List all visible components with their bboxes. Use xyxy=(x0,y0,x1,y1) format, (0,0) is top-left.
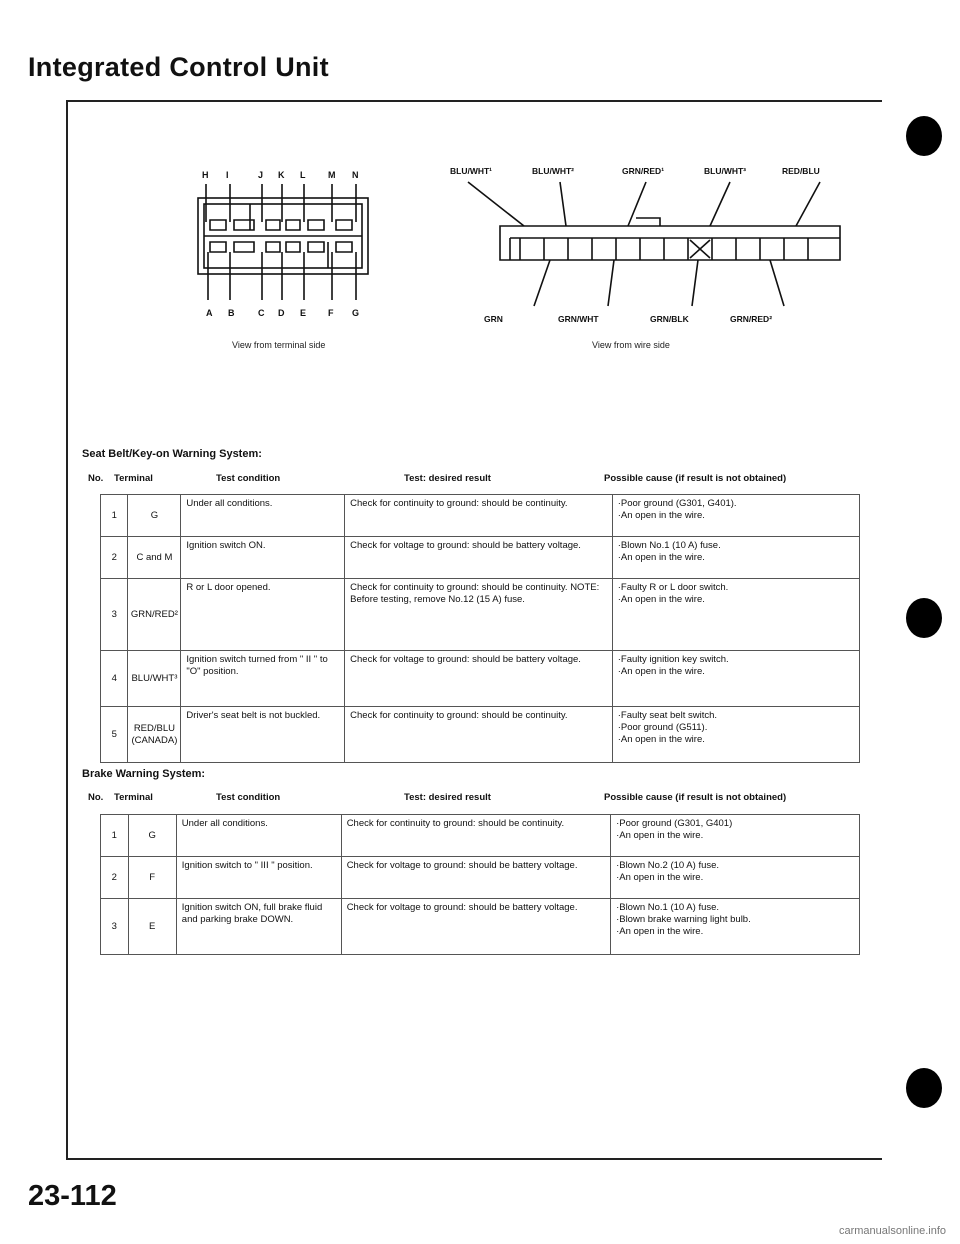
seat-belt-section-title: Seat Belt/Key-on Warning System: xyxy=(82,448,262,460)
pin-label: B xyxy=(228,308,235,318)
row-condition: Under all conditions. xyxy=(181,495,345,537)
cause-item: · An open in the wire. xyxy=(616,872,854,884)
row-condition: Ignition switch ON. xyxy=(181,537,345,579)
wire-side-caption: View from wire side xyxy=(592,340,670,350)
row-terminal: G xyxy=(128,815,176,857)
col-header-terminal: Terminal xyxy=(114,792,153,803)
row-causes xyxy=(612,495,859,537)
cause-item: · An open in the wire. xyxy=(618,666,854,678)
row-causes xyxy=(611,857,860,899)
wire-label: GRN/WHT xyxy=(558,314,599,324)
col-header-cause: Possible cause (if result is not obtained) xyxy=(604,792,787,803)
pin-label: I xyxy=(226,170,229,180)
binder-hole-mark xyxy=(906,1068,942,1108)
wire-label: GRN xyxy=(484,314,503,324)
row-result: Check for continuity to ground: should be continuity. xyxy=(345,495,613,537)
wire-label: BLU/WHT³ xyxy=(704,166,747,176)
wire-label: GRN/RED¹ xyxy=(622,166,665,176)
row-result: Check for continuity to ground: should be continuity. xyxy=(341,815,610,857)
row-result: Check for voltage to ground: should be battery voltage. xyxy=(341,899,610,955)
row-no: 2 xyxy=(101,537,128,579)
terminal-side-caption: View from terminal side xyxy=(232,340,326,350)
row-terminal: F xyxy=(128,857,176,899)
row-no: 1 xyxy=(101,495,128,537)
pin-label: D xyxy=(278,308,285,318)
wire-label: BLU/WHT¹ xyxy=(450,166,493,176)
wire-label: RED/BLU xyxy=(782,166,820,176)
col-header-condition: Test condition xyxy=(216,792,281,803)
row-no: 2 xyxy=(101,857,129,899)
row-result: Check for voltage to ground: should be battery voltage. xyxy=(341,857,610,899)
col-header-no: No. xyxy=(88,792,104,803)
row-no: 5 xyxy=(101,707,128,763)
wire-label: BLU/WHT² xyxy=(532,166,575,176)
table-row xyxy=(101,815,860,857)
table-row xyxy=(101,537,860,579)
pin-label: E xyxy=(300,308,307,318)
row-terminal: BLU/WHT³ xyxy=(128,651,181,707)
pin-label: K xyxy=(278,170,285,180)
row-result: Check for voltage to ground: should be battery voltage. xyxy=(345,537,613,579)
row-terminal: G xyxy=(128,495,181,537)
col-header-condition: Test condition xyxy=(216,473,281,484)
row-causes xyxy=(612,579,859,651)
row-causes xyxy=(612,707,859,763)
table-row xyxy=(101,651,860,707)
row-no: 3 xyxy=(101,899,129,955)
pin-label: L xyxy=(300,170,306,180)
table-row xyxy=(101,857,860,899)
watermark: carmanualsonline.info xyxy=(838,1225,946,1237)
cause-item: · Faulty ignition key switch. xyxy=(618,654,854,666)
row-no: 4 xyxy=(101,651,128,707)
cause-item: · Blown brake warning light bulb. xyxy=(616,914,854,926)
pin-label: J xyxy=(258,170,264,180)
pin-label: G xyxy=(352,308,360,318)
brake-test-table xyxy=(100,814,860,955)
wire-label: GRN/BLK xyxy=(650,314,689,324)
row-condition: Under all conditions. xyxy=(176,815,341,857)
row-condition: Driver's seat belt is not buckled. xyxy=(181,707,345,763)
row-causes xyxy=(611,899,860,955)
cause-item: · Poor ground (G511). xyxy=(618,722,854,734)
wire-label: GRN/RED² xyxy=(730,314,773,324)
terminal-side-connector-diagram xyxy=(190,160,390,320)
cause-item: · An open in the wire. xyxy=(618,552,854,564)
row-result: Check for continuity to ground: should be continuity. NOTE: Before testing, remove No.12 (15 A) fuse. xyxy=(345,579,613,651)
row-terminal: E xyxy=(128,899,176,955)
cause-item: · An open in the wire. xyxy=(616,830,854,842)
col-header-terminal: Terminal xyxy=(114,473,153,484)
cause-item: · Poor ground (G301, G401). xyxy=(618,498,854,510)
cause-item: · Faulty seat belt switch. xyxy=(618,710,854,722)
row-no: 3 xyxy=(101,579,128,651)
cause-item: · Blown No.1 (10 A) fuse. xyxy=(618,540,854,552)
row-causes xyxy=(612,537,859,579)
cause-item: · An open in the wire. xyxy=(618,510,854,522)
pin-label: M xyxy=(328,170,336,180)
row-condition: Ignition switch to " III " position. xyxy=(176,857,341,899)
row-terminal: GRN/RED² xyxy=(128,579,181,651)
pin-label: N xyxy=(352,170,359,180)
row-condition: Ignition switch turned from " II " to "O" position. xyxy=(181,651,345,707)
wire-side-connector-diagram xyxy=(440,160,860,330)
row-terminal: C and M xyxy=(128,537,181,579)
seat-belt-test-table xyxy=(100,494,860,763)
cause-item: · Faulty R or L door switch. xyxy=(618,582,854,594)
col-header-cause: Possible cause (if result is not obtained) xyxy=(604,473,787,484)
table-row xyxy=(101,579,860,651)
pin-label: F xyxy=(328,308,334,318)
row-terminal: RED/BLU (CANADA) xyxy=(128,707,181,763)
pin-label: A xyxy=(206,308,213,318)
brake-section-title: Brake Warning System: xyxy=(82,768,206,780)
cause-item: · Blown No.2 (10 A) fuse. xyxy=(616,860,854,872)
col-header-result: Test: desired result xyxy=(404,473,491,484)
row-causes xyxy=(612,651,859,707)
table-row xyxy=(101,495,860,537)
row-condition: R or L door opened. xyxy=(181,579,345,651)
binder-hole-mark xyxy=(906,598,942,638)
pin-label: C xyxy=(258,308,265,318)
cause-item: · Blown No.1 (10 A) fuse. xyxy=(616,902,854,914)
cause-item: · An open in the wire. xyxy=(616,926,854,938)
row-condition: Ignition switch ON, full brake fluid and parking brake DOWN. xyxy=(176,899,341,955)
col-header-no: No. xyxy=(88,473,104,484)
table-row xyxy=(101,707,860,763)
row-causes xyxy=(611,815,860,857)
pin-label: H xyxy=(202,170,209,180)
row-result: Check for voltage to ground: should be battery voltage. xyxy=(345,651,613,707)
page-number: 23-112 xyxy=(28,1180,117,1212)
col-header-result: Test: desired result xyxy=(404,792,491,803)
row-no: 1 xyxy=(101,815,129,857)
row-result: Check for continuity to ground: should be continuity. xyxy=(345,707,613,763)
binder-hole-mark xyxy=(906,116,942,156)
table-row xyxy=(101,899,860,955)
page-title: Integrated Control Unit xyxy=(28,52,329,82)
cause-item: · An open in the wire. xyxy=(618,734,854,746)
cause-item: · An open in the wire. xyxy=(618,594,854,606)
cause-item: · Poor ground (G301, G401) xyxy=(616,818,854,830)
